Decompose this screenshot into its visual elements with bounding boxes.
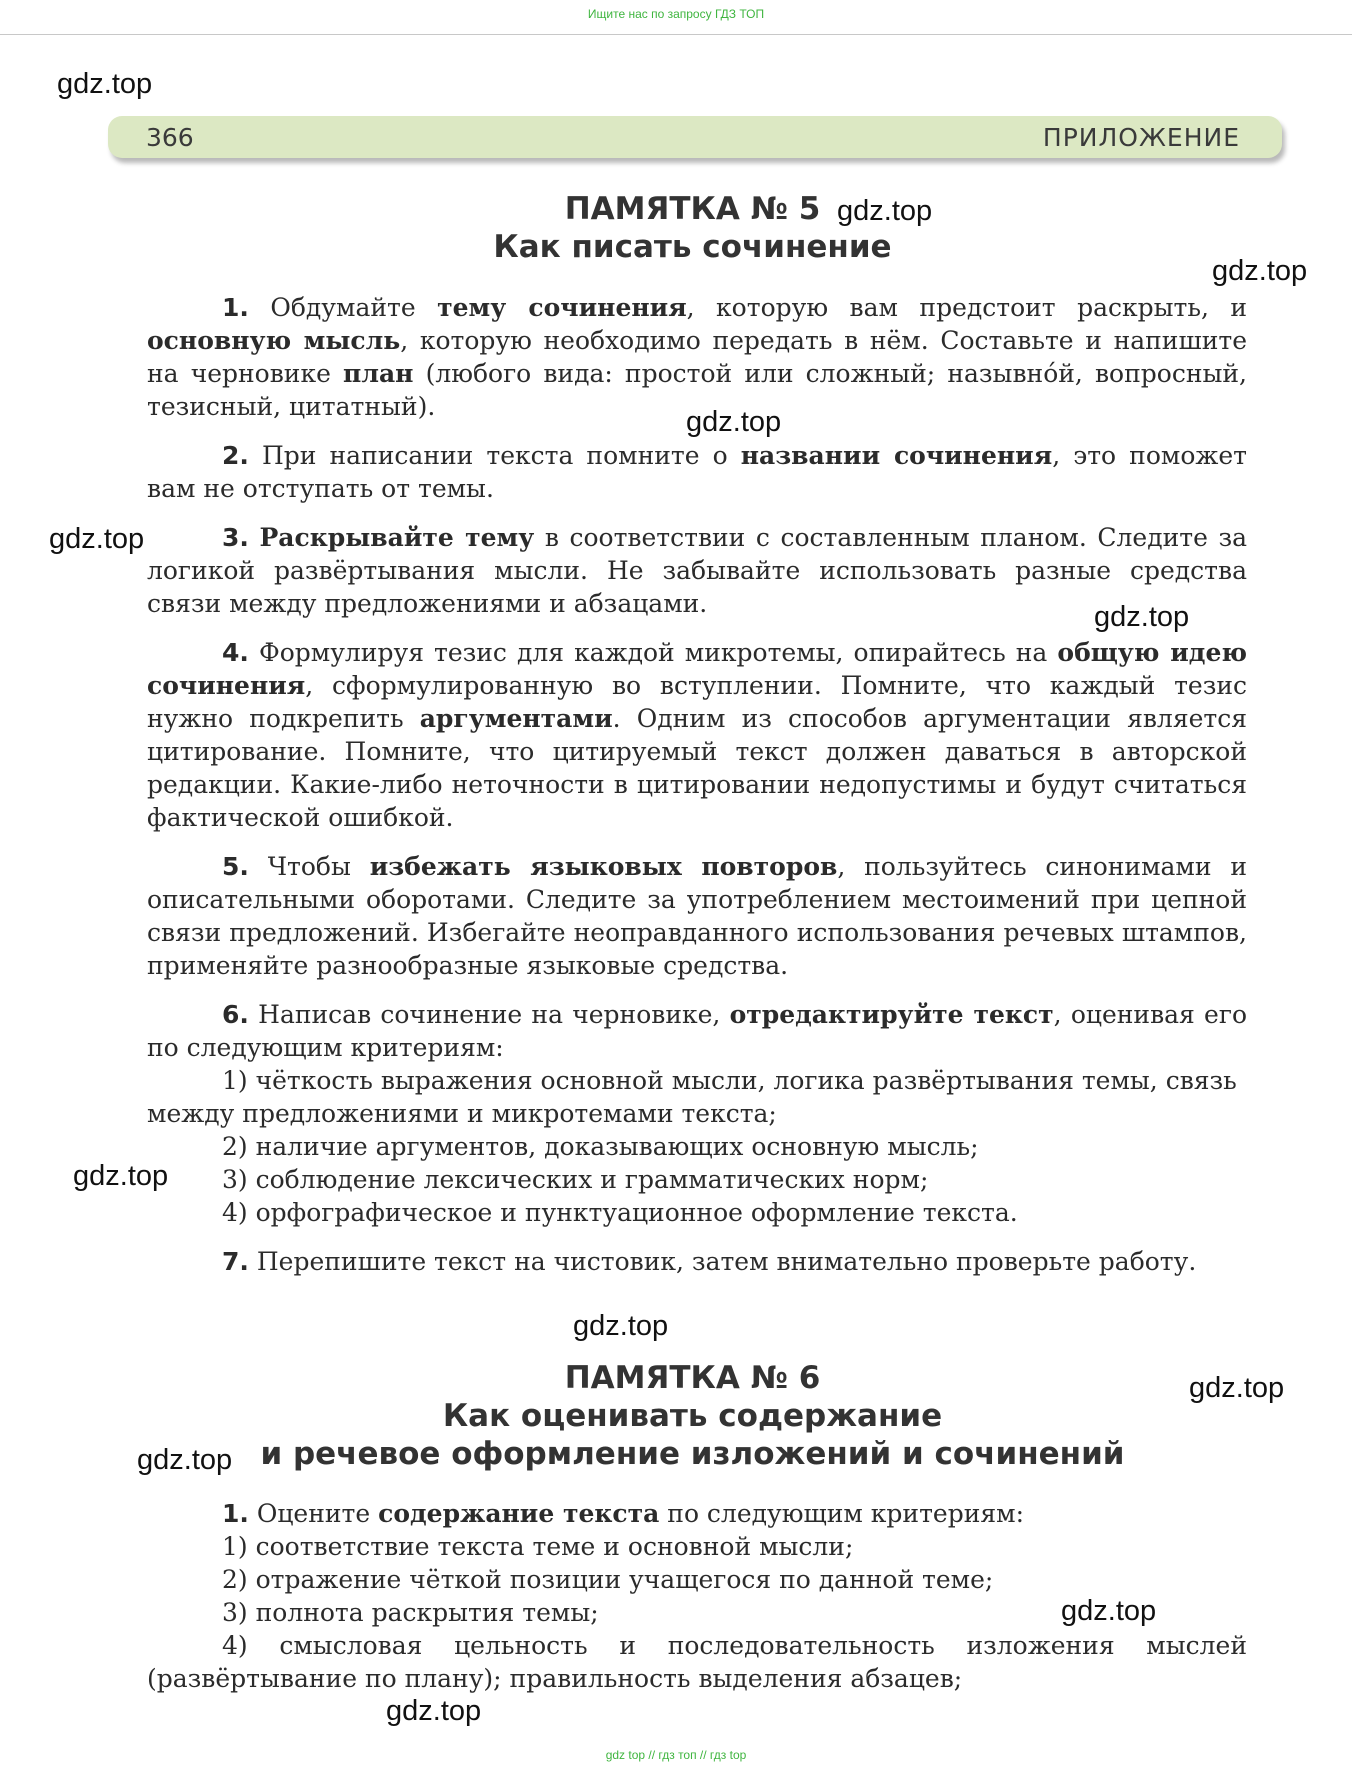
memo5-subtitle: Как писать сочинение bbox=[493, 229, 892, 265]
criterion: 4) орфографическое и пунктуационное оформление текста. bbox=[222, 1198, 1018, 1227]
memo5-body bbox=[147, 291, 1247, 1294]
memo5-title: ПАМЯТКА № 5 bbox=[564, 191, 821, 227]
watermark: gdz.top bbox=[57, 68, 153, 100]
memo5-item-6: 6. Написав сочинение на черновике, отредактируйте текст, оценивая его по следующим критериям: bbox=[147, 1000, 1247, 1062]
memo6-item-1: 1. Оцените содержание текста по следующим критериям: bbox=[222, 1499, 1025, 1528]
criterion: 3) полнота раскрытия темы; bbox=[222, 1598, 599, 1627]
memo5-item-1: 1. Обдумайте тему сочинения, которую вам предстоит раскрыть, и основную мысль, которую необходимо передать в нём. Составьте и напишите на черновике план (любого вида: простой или сложный; назывно́й, вопросный, тезисный, цитатный). bbox=[147, 293, 1248, 421]
section-title: ПРИЛОЖЕНИЕ bbox=[1042, 123, 1240, 152]
criterion: 1) соответствие текста теме и основной мысли; bbox=[222, 1532, 854, 1561]
watermark: gdz.top bbox=[837, 195, 933, 227]
watermark: gdz.top bbox=[386, 1695, 482, 1727]
watermark: gdz.top bbox=[137, 1444, 233, 1476]
memo5-item-2: 2. При написании текста помните о названии сочинения, это поможет вам не отступать от темы. bbox=[147, 441, 1247, 503]
watermark: gdz.top bbox=[73, 1160, 169, 1192]
page-header bbox=[108, 116, 1282, 158]
watermark: gdz.top bbox=[1189, 1372, 1285, 1404]
criterion: 3) соблюдение лексических и грамматических норм; bbox=[222, 1165, 929, 1194]
watermark: gdz.top bbox=[1212, 255, 1308, 287]
criterion: 2) наличие аргументов, доказывающих основную мысль; bbox=[222, 1132, 979, 1161]
watermark: gdz.top bbox=[1061, 1595, 1157, 1627]
memo6-subtitle: Как оценивать содержание bbox=[442, 1398, 943, 1434]
memo5-item-5: 5. Чтобы избежать языковых повторов, пользуйтесь синонимами и описательными оборотами. Следите за употреблением местоимений при цепной связи предложений. Избегайте неоправданного использования речевых штампов, применяйте разнообразные языковые средства. bbox=[147, 852, 1247, 980]
criterion: 1) чёткость выражения основной мысли, логика развёртывания темы, связь между предложениями и микротемами текста; bbox=[147, 1066, 1237, 1128]
watermark: gdz.top bbox=[49, 523, 145, 555]
watermark: gdz.top bbox=[1094, 601, 1190, 633]
top-banner bbox=[0, 0, 1352, 35]
memo5-item-4: 4. Формулируя тезис для каждой микротемы, опирайтесь на общую идею сочинения, сформулированную во вступлении. Помните, что каждый тезис нужно подкрепить аргументами. Одним из способов аргументации является цитирование. Помните, что цитируемый текст должен даваться в авторской редакции. Какие-либо неточности в цитировании недопустимы и будут считаться фактической ошибкой. bbox=[147, 638, 1247, 832]
memo6-subtitle: и речевое оформление изложений и сочинений bbox=[260, 1436, 1125, 1472]
watermark: gdz.top bbox=[573, 1310, 669, 1342]
page-number: 366 bbox=[146, 123, 194, 152]
memo6-title: ПАМЯТКА № 6 bbox=[564, 1360, 821, 1396]
memo5-item-3: 3. Раскрывайте тему в соответствии с составленным планом. Следите за логикой развёртывания мысли. Не забывайте использовать разные средства связи между предложениями и абзацами. bbox=[147, 523, 1247, 618]
top-banner-text[interactable]: Ищите нас по запросу ГДЗ ТОП bbox=[587, 7, 765, 21]
watermark: gdz.top bbox=[686, 406, 782, 438]
footer-links[interactable]: gdz top // гдз топ // гдз top bbox=[605, 1748, 747, 1762]
criterion: 4) смысловая цельность и последовательность изложения мыслей (развёртывание по плану); правильность выделения абзацев; bbox=[147, 1631, 1247, 1693]
memo5-item-7: 7. Перепишите текст на чистовик, затем внимательно проверьте работу. bbox=[222, 1247, 1197, 1276]
criterion: 2) отражение чёткой позиции учащегося по данной теме; bbox=[222, 1565, 994, 1594]
